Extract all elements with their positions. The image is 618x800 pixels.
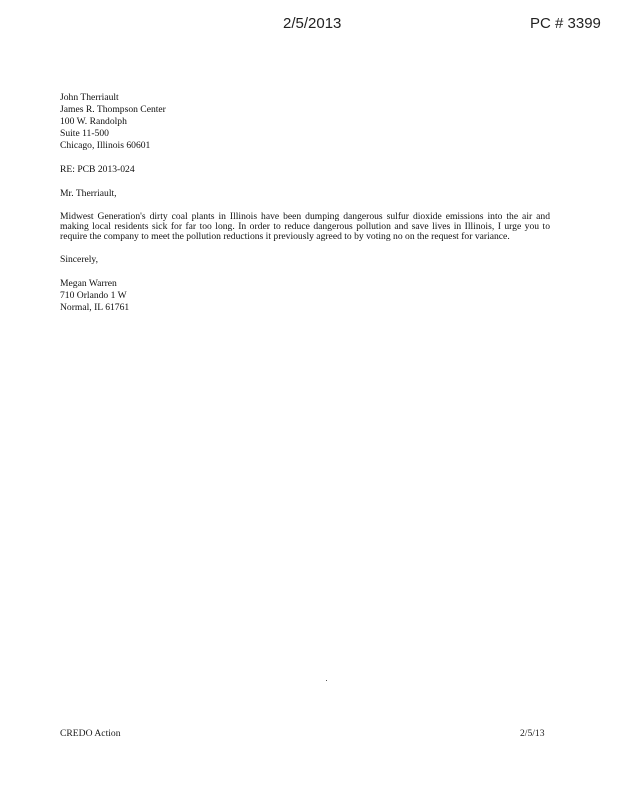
closing: Sincerely, xyxy=(60,254,99,265)
recipient-city: Chicago, Illinois 60601 xyxy=(60,140,151,151)
sender-city: Normal, IL 61761 xyxy=(60,302,130,313)
scan-speck xyxy=(326,680,327,681)
recipient-name: John Therriault xyxy=(60,92,119,103)
footer-right: 2/5/13 xyxy=(520,728,545,739)
stamp-pc-number: PC # 3399 xyxy=(530,15,601,32)
salutation: Mr. Therriault, xyxy=(60,188,117,199)
letter-body: Midwest Generation's dirty coal plants in Illinois have been dumping dangerous sulfur dioxide emissions into the air and making local residents sick for far too long. In order to reduce dangerous pollution and save lives in Illinois, I urge you to require the company to meet the pollution reductions it previously agreed to by voting no on the request for variance. xyxy=(60,211,550,242)
stamp-date: 2/5/2013 xyxy=(283,15,342,32)
reference-line: RE: PCB 2013-024 xyxy=(60,164,135,175)
sender-street: 710 Orlando 1 W xyxy=(60,290,127,301)
footer-left: CREDO Action xyxy=(60,728,121,739)
recipient-street: 100 W. Randolph xyxy=(60,116,127,127)
recipient-suite: Suite 11-500 xyxy=(60,128,109,139)
letter xyxy=(60,92,560,314)
sender-name: Megan Warren xyxy=(60,278,117,289)
recipient-org: James R. Thompson Center xyxy=(60,104,166,115)
